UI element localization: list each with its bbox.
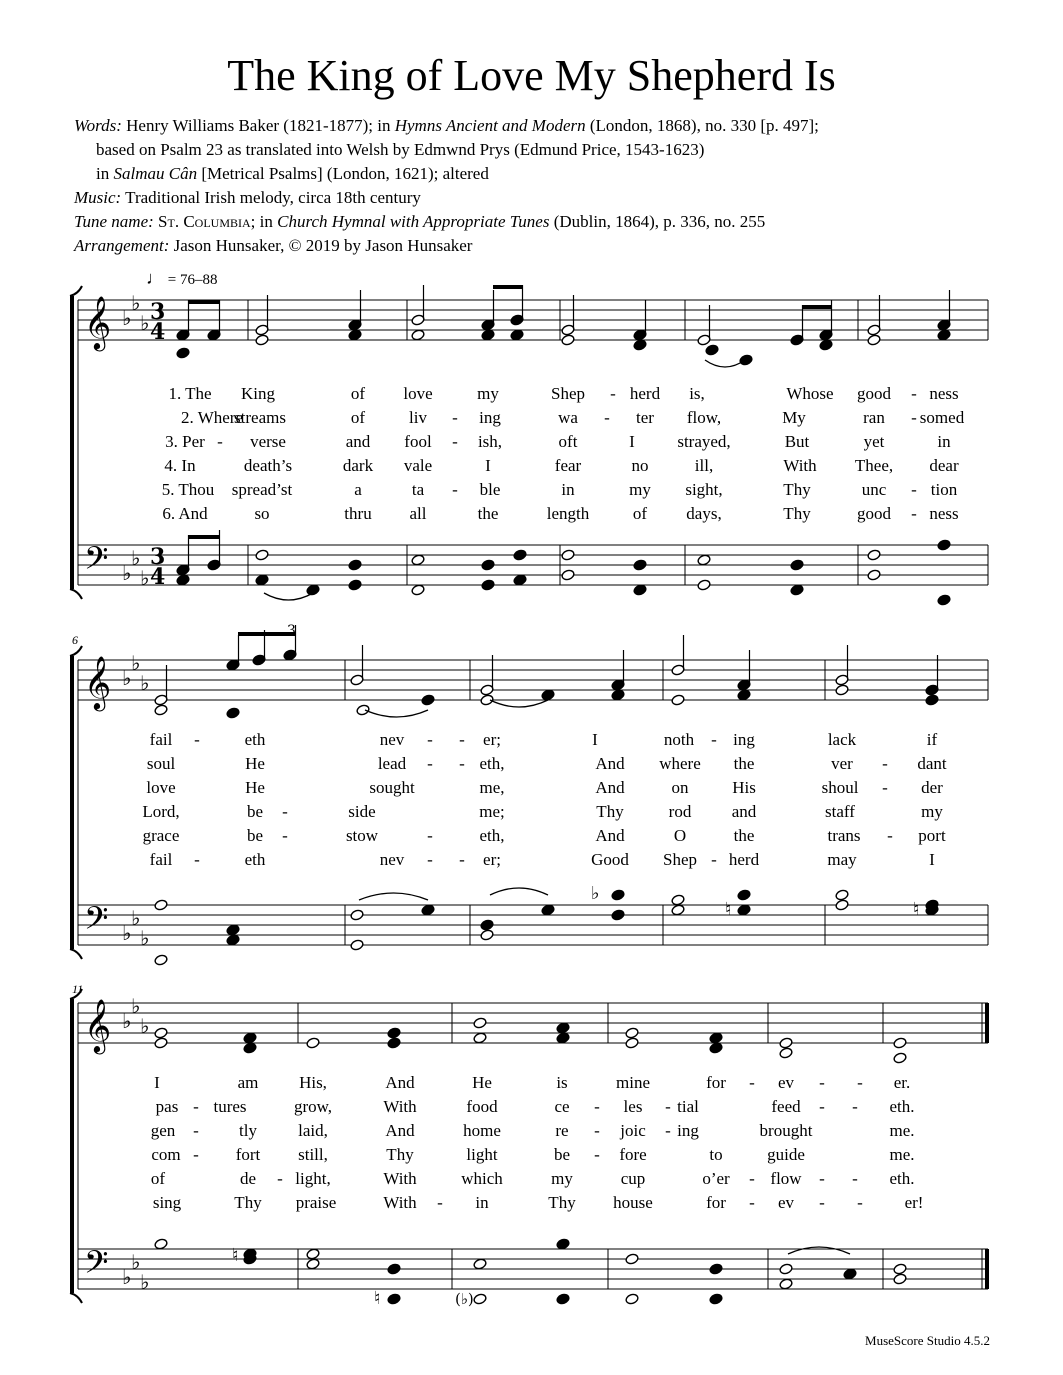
treble-clef-icon: 𝄞 [84, 295, 112, 349]
lyric-syllable: - [452, 480, 458, 499]
lyric-syllable: joic [620, 1121, 646, 1140]
lyric-syllable: - [452, 408, 458, 427]
lyric-syllable: house [613, 1193, 653, 1212]
flat-icon: ♭ [122, 1265, 132, 1289]
lyric-syllable: - [594, 1097, 600, 1116]
lyric-syllable: if [926, 730, 938, 749]
lyric-syllable: - [594, 1121, 600, 1140]
lyric-syllable: ble [479, 480, 501, 499]
lyric-syllable: O [673, 826, 687, 845]
lyric-syllable: - [819, 1073, 825, 1092]
lyric-syllable: strayed, [677, 432, 731, 451]
lyric-syllable: rod [668, 802, 692, 821]
lyric-syllable: a [354, 480, 362, 499]
lyric-syllable: Thy [596, 802, 624, 821]
lyric-syllable: my [629, 480, 651, 499]
flat-icon: ♭ [140, 566, 150, 590]
measure-number-6: 6 [72, 633, 78, 647]
lyric-syllable: er. [893, 1073, 911, 1092]
lyric-syllable: lead [377, 754, 407, 773]
natural-icon: ♮ [725, 899, 732, 920]
quarter-note-icon: ♩ [146, 268, 164, 288]
lyric-syllable: dant [917, 754, 947, 773]
lyric-syllable: 2. Where [181, 408, 243, 427]
lyric-syllable: me. [889, 1121, 915, 1140]
lyric-syllable: death’s [243, 456, 293, 475]
lyric-syllable: eth [244, 850, 266, 869]
lyric-syllable: staff [825, 802, 855, 821]
lyric-syllable: all [409, 504, 427, 523]
lyric-syllable: on [671, 778, 689, 797]
lyric-syllable: of [350, 408, 366, 427]
time-sig-numerator: 3 [150, 544, 166, 570]
lyric-syllable: Good [591, 850, 629, 869]
lyric-syllable: my [921, 802, 943, 821]
lyric-syllable: - [217, 432, 223, 451]
words-credit: Words: Henry Williams Baker (1821-1877); in Hymns Ancient and Modern (London, 1868), no. 330 [p. 497]; [74, 116, 819, 135]
lyric-syllable: sight, [685, 480, 723, 499]
lyric-syllable: my [551, 1169, 573, 1188]
lyric-syllable: shoul [821, 778, 859, 797]
lyric-syllable: der [921, 778, 943, 797]
flat-icon: ♭ [122, 1009, 132, 1033]
flat-icon: ♭ [591, 883, 600, 904]
lyric-syllable: And [595, 754, 625, 773]
lyric-syllable: - [282, 802, 288, 821]
lyric-syllable: light [466, 1145, 498, 1164]
lyric-syllable: of [632, 504, 648, 523]
measure-number-11: 11 [72, 982, 84, 996]
lyric-syllable: ev [777, 1073, 795, 1092]
lyric-syllable: ran [863, 408, 885, 427]
natural-icon: ♮ [232, 1245, 239, 1266]
flat-icon: ♭ [122, 306, 132, 330]
lyric-syllable: me. [889, 1145, 915, 1164]
lyric-syllable: thru [344, 504, 372, 523]
lyric-syllable: may [827, 850, 857, 869]
flat-icon: ♭ [140, 1014, 150, 1038]
lyric-syllable: With [783, 456, 817, 475]
lyric-syllable: sought [369, 778, 415, 797]
words-label: Words: [74, 116, 122, 135]
lyric-syllable: Shep [663, 850, 697, 869]
lyric-syllable: Shep [551, 384, 585, 403]
lyric-syllable: And [385, 1073, 415, 1092]
lyric-syllable: me; [479, 802, 505, 821]
lyric-syllable: - [427, 826, 433, 845]
lyric-syllable: And [385, 1121, 415, 1140]
words-credit-line3: in Salmau Cân [Metrical Psalms] (London, 1621); altered [96, 164, 489, 183]
lyric-syllable: gen [150, 1121, 176, 1140]
lyric-syllable: Thy [783, 504, 811, 523]
lyric-syllable: - [857, 1193, 863, 1212]
lyric-syllable: the [733, 826, 755, 845]
time-sig-denominator: 4 [150, 564, 166, 590]
lyric-syllable: in [937, 432, 951, 451]
lyric-syllable: ness [929, 384, 959, 403]
lyric-syllable: for [706, 1073, 726, 1092]
bass-clef-icon: 𝄢 [84, 540, 109, 584]
lyric-syllable: lack [827, 730, 857, 749]
lyric-syllable: - [819, 1097, 825, 1116]
lyric-syllable: He [245, 778, 265, 797]
lyric-syllable: - [852, 1169, 858, 1188]
flat-icon: ♭ [131, 906, 141, 930]
lyric-syllable: er; [483, 730, 501, 749]
lyric-syllable: ill, [694, 456, 714, 475]
lyric-syllable: port [918, 826, 946, 845]
lyric-syllable: fail [149, 850, 173, 869]
lyric-syllable: pas [155, 1097, 179, 1116]
parenthetical-flat: (♭) [455, 1290, 474, 1308]
lyric-syllable: My [782, 408, 806, 427]
lyric-syllable: ing [733, 730, 755, 749]
lyric-syllable: eth [244, 730, 266, 749]
lyric-syllable: 1. The [168, 384, 212, 403]
lyric-syllable: herd [728, 850, 760, 869]
lyric-syllable: With [383, 1097, 417, 1116]
lyric-syllable: fore [619, 1145, 647, 1164]
lyric-syllable: eth. [889, 1169, 915, 1188]
lyric-syllable: 6. And [162, 504, 208, 523]
lyric-syllable: re [555, 1121, 569, 1140]
lyric-syllable: com [151, 1145, 181, 1164]
lyric-syllable: - [911, 504, 917, 523]
lyric-syllable: tion [930, 480, 958, 499]
lyric-syllable: good [857, 384, 891, 403]
lyric-syllable: in [561, 480, 575, 499]
lyric-syllable: I [485, 456, 491, 475]
flat-icon: ♭ [122, 666, 132, 690]
flat-icon: ♭ [140, 926, 150, 950]
flat-icon: ♭ [122, 561, 132, 585]
lyric-syllable: is [556, 1073, 568, 1092]
lyric-syllable: dark [342, 456, 374, 475]
lyric-syllable: tly [239, 1121, 257, 1140]
lyric-syllable: - [427, 850, 433, 869]
lyric-syllable: ish, [477, 432, 503, 451]
flat-icon: ♭ [140, 671, 150, 695]
lyric-syllable: noth [663, 730, 695, 749]
lyric-syllable: tial [677, 1097, 699, 1116]
lyric-syllable: cup [620, 1169, 646, 1188]
lyric-syllable: Whose [786, 384, 834, 403]
lyric-syllable: where [659, 754, 701, 773]
lyric-syllable: still, [298, 1145, 328, 1164]
music-credit: Music: Traditional Irish melody, circa 18th century [74, 188, 421, 207]
lyric-syllable: - [193, 1097, 199, 1116]
lyric-syllable: which [461, 1169, 503, 1188]
lyric-syllable: is, [689, 384, 705, 403]
lyric-syllable: - [819, 1193, 825, 1212]
lyric-syllable: Lord, [142, 802, 180, 821]
lyric-syllable: and [731, 802, 757, 821]
lyric-syllable: length [546, 504, 590, 523]
lyric-syllable: be [246, 802, 264, 821]
lyric-syllable: eth, [479, 754, 505, 773]
lyric-syllable: - [194, 730, 200, 749]
flat-icon: ♭ [131, 1250, 141, 1274]
lyric-syllable: in [475, 1193, 489, 1212]
time-sig-denominator: 4 [150, 319, 166, 345]
lyric-syllable: - [911, 408, 917, 427]
lyric-syllable: He [245, 754, 265, 773]
lyric-syllable: brought [759, 1121, 813, 1140]
lyric-syllable: eth, [479, 826, 505, 845]
lyric-syllable: feed [771, 1097, 801, 1116]
lyric-syllable: home [463, 1121, 501, 1140]
lyric-syllable: love [403, 384, 433, 403]
lyric-syllable: stow [345, 826, 379, 845]
lyric-syllable: ce [554, 1097, 570, 1116]
lyric-syllable: be [246, 826, 264, 845]
lyric-syllable: grow, [293, 1097, 333, 1116]
lyric-syllable: the [733, 754, 755, 773]
lyric-syllable: to [709, 1145, 723, 1164]
lyric-syllable: ing [677, 1121, 699, 1140]
lyric-syllable: - [452, 432, 458, 451]
lyric-syllable: 3. Per [165, 432, 205, 451]
lyric-syllable: - [459, 754, 465, 773]
lyric-syllable: 4. In [164, 456, 196, 475]
lyric-syllable: - [665, 1121, 671, 1140]
lyric-syllable: ver [831, 754, 853, 773]
lyric-syllable: for [706, 1193, 726, 1212]
lyric-syllable: His, [299, 1073, 327, 1092]
lyric-syllable: - [282, 826, 288, 845]
lyric-syllable: - [194, 850, 200, 869]
lyric-syllable: nev [379, 850, 405, 869]
lyric-syllable: de [239, 1169, 257, 1188]
lyric-syllable: light, [295, 1169, 331, 1188]
arrangement-credit: Arrangement: Jason Hunsaker, © 2019 by Jason Hunsaker [74, 236, 473, 255]
lyric-syllable: good [857, 504, 891, 523]
lyric-syllable: les [623, 1097, 643, 1116]
lyric-syllable: - [193, 1121, 199, 1140]
lyric-syllable: - [749, 1193, 755, 1212]
software-credit: MuseScore Studio 4.5.2 [865, 1333, 990, 1348]
lyric-syllable: love [146, 778, 176, 797]
hymn-title: The King of Love My Shepherd Is [227, 51, 836, 100]
lyric-syllable: - [277, 1169, 283, 1188]
lyric-syllable: flow [770, 1169, 802, 1188]
lyric-syllable: - [911, 384, 917, 403]
lyric-syllable: I [592, 730, 598, 749]
flat-icon: ♭ [131, 994, 141, 1018]
lyric-syllable: somed [919, 408, 965, 427]
lyric-syllable: of [150, 1169, 166, 1188]
lyric-syllable: - [911, 480, 917, 499]
lyric-syllable: - [437, 1193, 443, 1212]
lyric-syllable: I [629, 432, 635, 451]
lyric-syllable: eth. [889, 1097, 915, 1116]
lyric-syllable: my [477, 384, 499, 403]
lyric-syllable: oft [558, 432, 578, 451]
lyric-syllable: - [459, 730, 465, 749]
lyric-syllable: food [466, 1097, 498, 1116]
lyric-syllable: - [594, 1145, 600, 1164]
lyric-syllable: be [553, 1145, 571, 1164]
lyric-syllable: sing [152, 1193, 182, 1212]
lyric-syllable: - [459, 850, 465, 869]
lyric-syllable: Thee, [854, 456, 894, 475]
lyric-syllable: o’er [702, 1169, 730, 1188]
lyric-syllable: fail [149, 730, 173, 749]
lyric-syllable: Thy [548, 1193, 576, 1212]
lyric-syllable: soul [146, 754, 176, 773]
lyric-syllable: unc [861, 480, 887, 499]
lyric-syllable: flow, [686, 408, 722, 427]
lyric-syllable: fort [235, 1145, 261, 1164]
lyric-syllable: And [595, 778, 625, 797]
lyric-syllable: 5. Thou [161, 480, 215, 499]
lyric-syllable: liv [409, 408, 427, 427]
flat-icon: ♭ [140, 311, 150, 335]
lyric-syllable: - [887, 826, 893, 845]
lyric-syllable: With [383, 1169, 417, 1188]
lyric-syllable: - [749, 1169, 755, 1188]
flat-icon: ♭ [131, 546, 141, 570]
lyric-syllable: - [852, 1097, 858, 1116]
lyric-syllable: fool [404, 432, 432, 451]
lyric-syllable: - [711, 730, 717, 749]
lyric-syllable: vale [403, 456, 433, 475]
lyric-syllable: ta [411, 480, 425, 499]
lyric-syllable: - [819, 1169, 825, 1188]
lyric-syllable: of [350, 384, 366, 403]
lyric-syllable: ev [777, 1193, 795, 1212]
lyric-syllable: laid, [298, 1121, 328, 1140]
lyric-syllable: wa [558, 408, 578, 427]
lyric-syllable: - [427, 730, 433, 749]
lyric-syllable: herd [629, 384, 661, 403]
lyric-syllable: - [604, 408, 610, 427]
lyric-syllable: and [345, 432, 371, 451]
lyric-syllable: grace [142, 826, 180, 845]
treble-clef-icon: 𝄞 [84, 998, 112, 1052]
lyric-syllable: - [193, 1145, 199, 1164]
lyric-syllable: Thy [783, 480, 811, 499]
lyric-syllable: trans [827, 826, 861, 845]
lyric-syllable: King [241, 384, 275, 403]
lyric-syllable: And [595, 826, 625, 845]
lyric-syllable: no [631, 456, 649, 475]
lyric-syllable: - [749, 1073, 755, 1092]
flat-icon: ♭ [140, 1270, 150, 1294]
lyric-syllable: spread’st [231, 480, 293, 499]
lyric-syllable: the [477, 504, 499, 523]
tune-credit: Tune name: St. Columbia; in Church Hymnal with Appropriate Tunes (Dublin, 1864), p. 336, no. 255 [74, 212, 766, 231]
lyric-syllable: am [237, 1073, 259, 1092]
lyric-syllable: I [154, 1073, 160, 1092]
lyric-syllable: yet [863, 432, 885, 451]
lyric-syllable: streams [234, 408, 286, 427]
lyric-syllable: dear [929, 456, 959, 475]
lyric-syllable: days, [686, 504, 722, 523]
lyric-syllable: fear [554, 456, 582, 475]
lyric-syllable: - [882, 778, 888, 797]
flat-icon: ♭ [131, 651, 141, 675]
lyric-syllable: so [254, 504, 270, 523]
lyric-syllable: ing [479, 408, 501, 427]
lyric-syllable: With [383, 1193, 417, 1212]
bass-clef-icon: 𝄢 [84, 1244, 109, 1288]
natural-icon: ♮ [374, 1288, 381, 1309]
lyric-syllable: verse [250, 432, 286, 451]
lyric-syllable: ter [636, 408, 654, 427]
lyric-syllable: His [732, 778, 756, 797]
lyric-syllable: guide [767, 1145, 805, 1164]
time-sig-numerator: 3 [150, 299, 166, 325]
lyric-syllable: nev [379, 730, 405, 749]
lyric-syllable: Thy [234, 1193, 262, 1212]
lyric-syllable: Thy [386, 1145, 414, 1164]
lyric-syllable: But [784, 432, 810, 451]
lyric-syllable: ness [929, 504, 959, 523]
lyric-syllable: I [929, 850, 935, 869]
lyric-syllable: praise [295, 1193, 337, 1212]
lyric-syllable: - [665, 1097, 671, 1116]
flat-icon: ♭ [122, 921, 132, 945]
natural-icon: ♮ [913, 899, 920, 920]
lyric-syllable: side [348, 802, 376, 821]
lyric-syllable: er! [904, 1193, 924, 1212]
flat-icon: ♭ [131, 291, 141, 315]
lyric-syllable: He [472, 1073, 492, 1092]
lyric-syllable: me, [479, 778, 505, 797]
bass-clef-icon: 𝄢 [84, 900, 109, 944]
lyric-syllable: - [857, 1073, 863, 1092]
triplet-mark: 3 [287, 623, 296, 639]
tempo-marking: ♩ = 76–88 [146, 268, 218, 288]
treble-clef-icon: 𝄞 [84, 655, 112, 709]
lyric-syllable: - [427, 754, 433, 773]
lyric-syllable: - [882, 754, 888, 773]
lyric-syllable: mine [616, 1073, 650, 1092]
words-credit-line2: based on Psalm 23 as translated into Welsh by Edmwnd Prys (Edmund Price, 1543-1623) [96, 140, 705, 159]
lyric-syllable: er; [483, 850, 501, 869]
lyric-syllable: - [610, 384, 616, 403]
lyric-syllable: tures [213, 1097, 247, 1116]
lyric-syllable: - [711, 850, 717, 869]
